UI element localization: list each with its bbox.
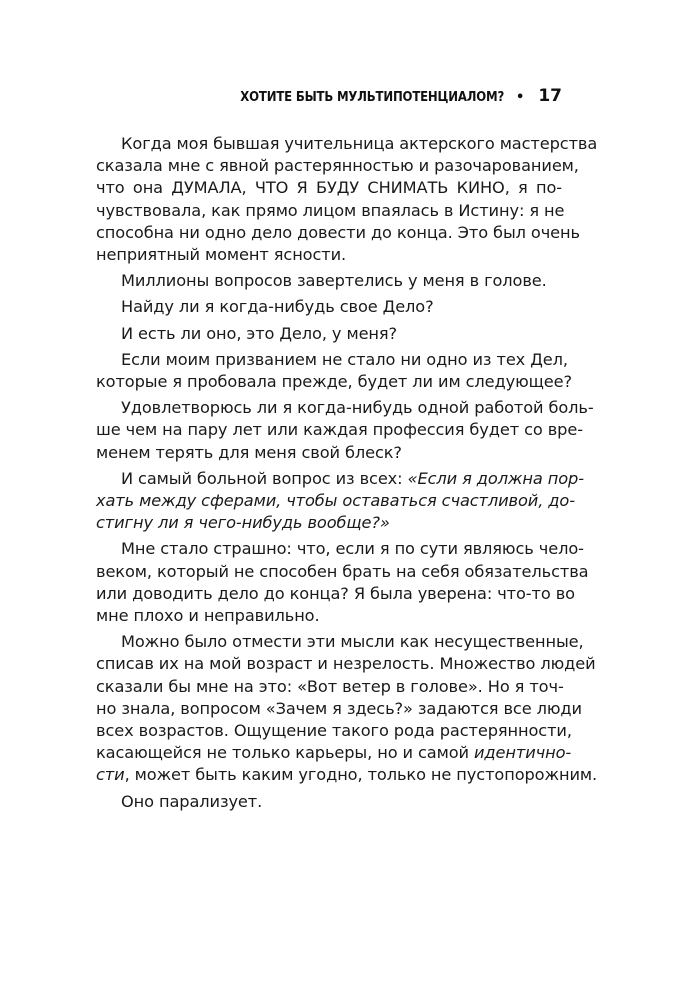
text-line: Мне стало страшно: что, если я по сути являюсь чело- — [121, 539, 584, 559]
text-line: что она ДУМАЛА, ЧТО Я БУДУ СНИМАТЬ КИНО, я по- — [96, 178, 562, 198]
text-line: Найду ли я когда-нибудь свое Дело? — [121, 297, 434, 317]
text-line: способна ни одно дело довести до конца. Это был очень — [96, 222, 580, 242]
header-bullet: • — [516, 90, 525, 105]
italic-quote: «Если я должна пор- — [407, 468, 584, 488]
text-line: Когда моя бывшая учительница актерского мастерства — [121, 134, 598, 153]
paragraph-4 — [96, 323, 562, 345]
paragraph-3 — [96, 296, 562, 318]
body-text — [96, 133, 598, 813]
paragraph-9 — [96, 631, 598, 786]
text-line — [96, 742, 572, 764]
text-line: сказала мне с явной растерянностью и разочарованием, — [96, 156, 579, 176]
running-header — [96, 86, 562, 106]
text-line: ше чем на пару лет или каждая профессия будет со вре- — [96, 420, 583, 440]
text-line: чувствовала, как прямо лицом впаялась в Истину: я не — [96, 200, 565, 220]
text-segment: касающейся не только карьеры, но и самой — [96, 743, 475, 763]
italic-word: сти — [96, 765, 125, 785]
text-line: но знала, вопросом «Зачем я здесь?» задаются все люди — [96, 698, 582, 718]
text-line: которые я пробовала прежде, будет ли им следующее? — [96, 372, 572, 392]
text-segment: И самый больной вопрос из всех: — [121, 468, 408, 488]
text-line: Оно парализует. — [121, 791, 263, 811]
paragraph-7 — [96, 468, 584, 535]
paragraph-10 — [96, 791, 562, 813]
paragraph-1 — [96, 133, 598, 266]
text-line: мне плохо и неправильно. — [96, 606, 320, 626]
text-line: неприятный момент ясности. — [96, 245, 347, 265]
text-line: Можно было отмести эти мысли как несущественные, — [121, 632, 584, 652]
page-number: 17 — [538, 86, 562, 106]
text-line: Миллионы вопросов завертелись у меня в голове. — [121, 271, 547, 291]
text-line: всех возрастов. Ощущение такого рода растерянности, — [96, 721, 572, 741]
text-line: веком, который не способен брать на себя обязательства — [96, 561, 589, 581]
text-line: Если моим призванием не стало ни одно из тех Дел, — [121, 349, 568, 369]
text-line: Удовлетворюсь ли я когда-нибудь одной работой боль- — [121, 398, 594, 418]
italic-quote: стигну ли я чего-нибудь вообще?» — [96, 513, 390, 533]
paragraph-5 — [96, 349, 572, 393]
paragraph-6 — [96, 397, 594, 464]
text-line: И есть ли оно, это Дело, у меня? — [121, 323, 398, 343]
text-line — [96, 764, 598, 786]
italic-word: идентичнo- — [474, 743, 572, 763]
text-segment: , может быть каким угодно, только не пустопорожним. — [124, 765, 598, 785]
text-line — [96, 468, 584, 490]
text-line: сказали бы мне на это: «Вот ветер в голове». Но я точ- — [96, 676, 564, 696]
running-header-title: ХОТИТЕ БЫТЬ МУЛЬТИПОТЕНЦИАЛОМ? — [240, 90, 505, 105]
paragraph-2 — [96, 270, 562, 292]
text-line: менем терять для меня свой блеск? — [96, 442, 402, 462]
text-line: или доводить дело до конца? Я была уверена: что-то во — [96, 583, 575, 603]
paragraph-8 — [96, 538, 589, 627]
text-line: списав их на мой возраст и незрелость. Множество людей — [96, 654, 596, 674]
italic-quote: хать между сферами, чтобы оставаться счастливой, до- — [96, 491, 575, 511]
